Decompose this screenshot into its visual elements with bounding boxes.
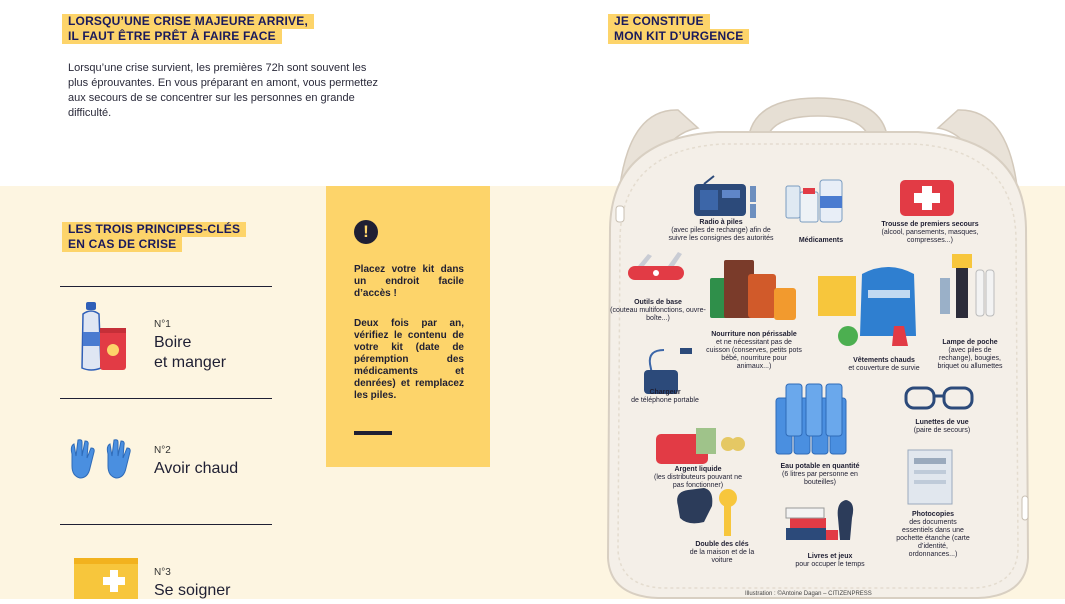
item-desc: (alcool, pansements, masques, compresses...) [881, 229, 979, 244]
item-desc: et ne nécessitant pas de cuisson (conserves, petits pots bébé, nourriture pour animaux...) [706, 339, 802, 370]
item-title: Nourriture non périssable [711, 331, 797, 338]
item-label-firstaid [874, 221, 986, 245]
item-label-food [706, 331, 802, 371]
item-title: Eau potable en quantité [780, 463, 860, 470]
item-desc: et couverture de survie [848, 365, 920, 372]
item-label-charger [622, 389, 708, 405]
item-label-radio [666, 219, 776, 243]
item-title: Radio à piles [699, 219, 743, 226]
item-title: Outils de base [634, 299, 682, 306]
item-label-glasses [896, 419, 988, 435]
principle-title: Avoir chaud [154, 460, 239, 477]
divider [60, 524, 272, 525]
item-title: Trousse de premiers secours [881, 221, 979, 228]
item-title: Vêtements chauds [853, 357, 915, 364]
illustration-credit: Illustration : ©Antoine Dagan – CITIZENPRESS [745, 591, 872, 597]
heading-line: LORSQU’UNE CRISE MAJEURE ARRIVE, [62, 14, 314, 29]
item-desc: (6 litres par personne en bouteilles) [782, 471, 858, 486]
section-heading-principles [62, 222, 246, 252]
item-label-meds [776, 237, 866, 245]
item-label-keys [686, 541, 758, 565]
principle-title: Boire [154, 334, 192, 351]
principle-number: N°3 [154, 567, 171, 578]
callout-box [326, 186, 490, 467]
heading-line: MON KIT D’URGENCE [608, 29, 749, 44]
item-desc: de la maison et de la voiture [689, 549, 755, 564]
item-desc: de téléphone portable [631, 397, 699, 404]
principle-title: et manger [154, 354, 227, 371]
heading-line: IL FAUT ÊTRE PRÊT À FAIRE FACE [62, 29, 282, 44]
item-desc: (paire de secours) [913, 427, 971, 434]
callout-text: Deux fois par an, vérifiez le contenu de votre kit (date de péremption des médicaments et denrées) et remplacez les piles. [354, 318, 464, 401]
section-heading-kit [608, 14, 749, 44]
principle-number: N°2 [154, 445, 171, 456]
item-title: Chargeur [649, 389, 681, 396]
item-title: Médicaments [798, 237, 844, 244]
item-label-lamp [934, 339, 1006, 371]
item-desc: (couteau multifonctions, ouvre-boîte...) [610, 307, 706, 322]
callout-bar [354, 431, 392, 435]
item-label-copies [896, 511, 970, 559]
bottle-and-can-icon [80, 302, 130, 379]
divider [60, 398, 272, 399]
gloves-icon [68, 438, 140, 487]
item-desc: pour occuper le temps [795, 561, 865, 568]
item-title: Lampe de poche [942, 339, 998, 346]
item-label-cash [648, 466, 748, 490]
item-desc: (les distributeurs pouvant ne pas fonctionner) [654, 474, 742, 489]
item-title: Photocopies [911, 511, 954, 518]
item-desc: (avec piles de rechange), bougies, briquet ou allumettes [937, 347, 1003, 370]
exclamation-icon: ! [354, 220, 378, 244]
item-label-clothes [836, 357, 932, 373]
item-desc: des documents essentiels dans une pochette étanche (carte d’identité, ordonnances...) [896, 519, 970, 558]
item-label-games [780, 553, 880, 569]
section-heading-crisis [62, 14, 314, 44]
item-label-tools [610, 299, 706, 323]
heading-line: LES TROIS PRINCIPES-CLÉS [62, 222, 246, 237]
item-title: Lunettes de vue [915, 419, 969, 426]
heading-line: JE CONSTITUE [608, 14, 710, 29]
item-title: Livres et jeux [807, 553, 853, 560]
heading-line: EN CAS DE CRISE [62, 237, 182, 252]
item-title: Argent liquide [674, 466, 722, 473]
item-label-water [772, 463, 868, 487]
principle-title: Se soigner [154, 582, 231, 599]
intro-paragraph: Lorsqu’une crise survient, les premières 72h sont souvent les plus éprouvantes. En vous préparant en amont, vous permettez aux secours de se concentrer sur les personnes en grande difficulté. [68, 62, 379, 119]
item-desc: (avec piles de rechange) afin de suivre les consignes des autorités [668, 227, 774, 242]
first-aid-box-icon [74, 558, 144, 604]
divider [60, 286, 272, 287]
item-title: Double des clés [695, 541, 749, 548]
callout-text: Placez votre kit dans un endroit facile d’accès ! [354, 264, 464, 299]
principle-number: N°1 [154, 319, 171, 330]
